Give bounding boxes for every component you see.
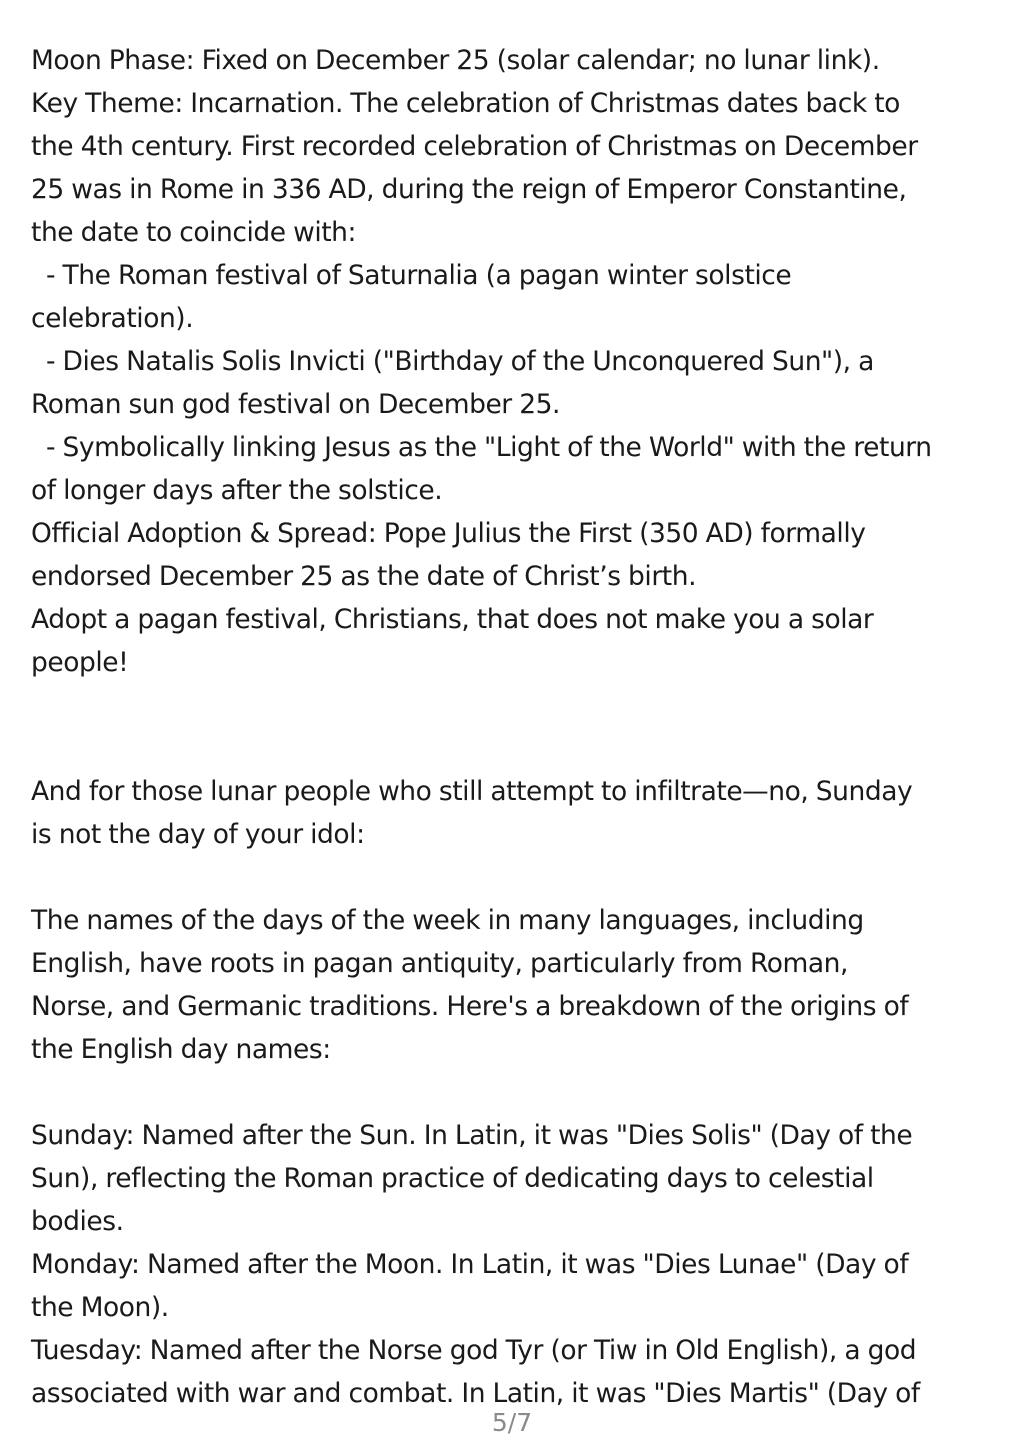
text-line: Norse, and Germanic traditions. Here's a breakdown of the origins of [31, 991, 909, 1022]
document-body [31, 39, 993, 1415]
text-line: the English day names: [31, 1034, 331, 1065]
blank-line [31, 1071, 993, 1114]
text-line: endorsed December 25 as the date of Christ’s birth. [31, 561, 697, 592]
text-line: is not the day of your idol: [31, 819, 365, 850]
text-line: people! [31, 647, 129, 678]
text-line: associated with war and combat. In Latin, it was "Dies Martis" (Day of [31, 1378, 920, 1409]
text-line: And for those lunar people who still attempt to infiltrate—no, Sunday [31, 776, 913, 807]
blank-line [31, 856, 993, 899]
text-line: Key Theme: Incarnation. The celebration of Christmas dates back to [31, 88, 900, 119]
text-line: celebration). [31, 303, 194, 334]
text-line: - The Roman festival of Saturnalia (a pagan winter solstice [31, 260, 792, 291]
text-line: Official Adoption & Spread: Pope Julius the First (350 AD) formally [31, 518, 866, 549]
text-line: English, have roots in pagan antiquity, particularly from Roman, [31, 948, 848, 979]
text-line: Tuesday: Named after the Norse god Tyr (or Tiw in Old English), a god [31, 1335, 917, 1366]
text-line: - Symbolically linking Jesus as the "Light of the World" with the return [31, 432, 932, 463]
text-line: the date to coincide with: [31, 217, 356, 248]
blank-line [31, 727, 993, 770]
text-line: The names of the days of the week in many languages, including [31, 905, 864, 936]
text-line: of longer days after the solstice. [31, 475, 443, 506]
text-line: - Dies Natalis Solis Invicti ("Birthday of the Unconquered Sun"), a [31, 346, 874, 377]
page-indicator: 5/7 [491, 1408, 533, 1437]
text-line: 25 was in Rome in 336 AD, during the reign of Emperor Constantine, [31, 174, 907, 205]
text-line: Moon Phase: Fixed on December 25 (solar calendar; no lunar link). [31, 45, 880, 76]
text-line: Monday: Named after the Moon. In Latin, it was "Dies Lunae" (Day of [31, 1249, 909, 1280]
text-line: Sunday: Named after the Sun. In Latin, it was "Dies Solis" (Day of the [31, 1120, 913, 1151]
text-line: Sun), reflecting the Roman practice of dedicating days to celestial [31, 1163, 874, 1194]
text-line: Roman sun god festival on December 25. [31, 389, 561, 420]
text-line: the Moon). [31, 1292, 169, 1323]
text-line: the 4th century. First recorded celebration of Christmas on December [31, 131, 918, 162]
text-line: Adopt a pagan festival, Christians, that does not make you a solar [31, 604, 874, 635]
text-line: bodies. [31, 1206, 124, 1237]
blank-line [31, 684, 993, 727]
